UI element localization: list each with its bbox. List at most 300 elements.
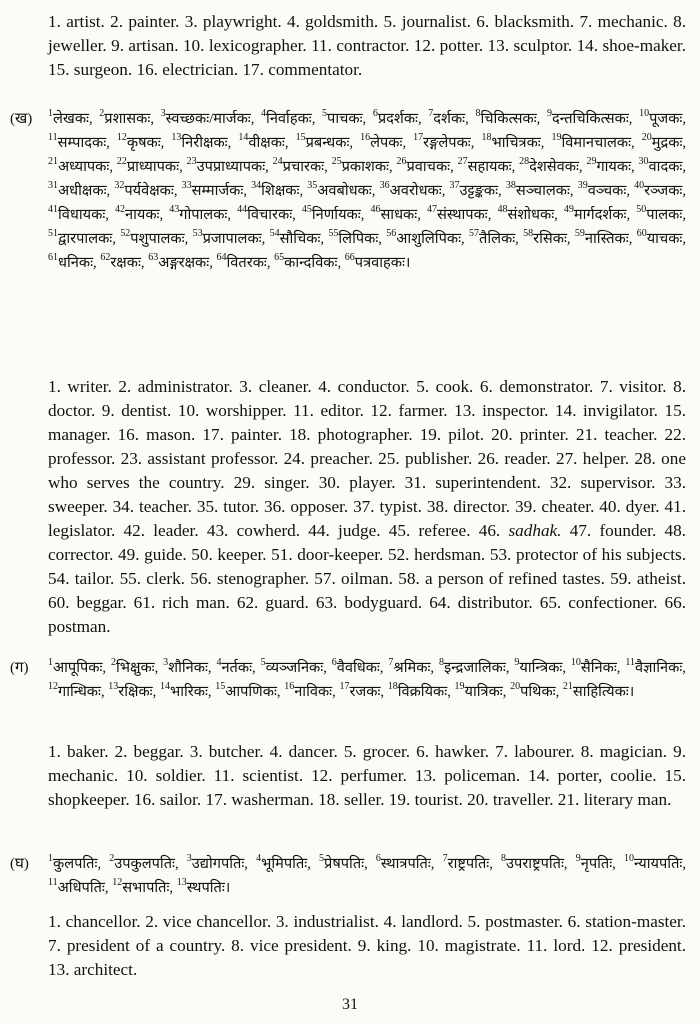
term-word: नृपतिः, (580, 856, 616, 872)
term-number: 34 (251, 180, 262, 192)
term-word: न्यायपतिः, (633, 856, 686, 872)
term-word: सम्मार्जकः, (191, 183, 247, 199)
term-number: 6 (372, 108, 378, 120)
sanskrit-term (251, 180, 304, 199)
term-number: 13 (176, 877, 187, 889)
term-number: 9 (575, 853, 581, 865)
term-number: 13 (108, 681, 119, 693)
term-number: 36 (379, 180, 390, 192)
term-number: 3 (160, 108, 166, 120)
term-number: 5 (260, 657, 266, 669)
sanskrit-term (110, 657, 159, 676)
term-word: विधायकः, (58, 207, 109, 223)
term-number: 13 (171, 132, 182, 144)
sanskrit-term (159, 681, 212, 700)
term-word: अङ्गरक्षकः, (158, 255, 213, 271)
term-number: 15 (295, 132, 306, 144)
term-number: 1 (48, 853, 53, 865)
term-word: प्रवाचकः, (406, 159, 454, 175)
sanskrit-term (186, 853, 248, 872)
term-word: वितरकः, (226, 255, 271, 271)
term-number: 2 (99, 108, 105, 120)
term-number: 29 (586, 156, 597, 168)
term-word: शौनिकः, (168, 660, 212, 676)
term-number: 62 (100, 252, 111, 264)
sanskrit-term (120, 228, 189, 247)
sanskrit-term (48, 156, 113, 175)
term-number: 8 (438, 657, 444, 669)
term-number: 1 (48, 108, 53, 120)
term-number: 10 (639, 108, 650, 120)
term-word: वैवधिकः, (336, 660, 384, 676)
sanskrit-term (48, 108, 93, 127)
term-number: 17 (413, 132, 424, 144)
term-word: तैलिकः, (479, 231, 519, 247)
term-number: 16 (284, 681, 295, 693)
sanskrit-term (570, 657, 621, 676)
term-number: 43 (169, 204, 180, 216)
term-word: विक्रयिकः, (397, 684, 451, 700)
term-word: मार्गदर्शकः, (573, 207, 631, 223)
sanskrit-term (563, 204, 631, 223)
term-number: 14 (159, 681, 170, 693)
term-word: उट्टङ्ककः, (459, 183, 502, 199)
term-number: 8 (501, 853, 507, 865)
paragraph-gha-english: 1. chancellor. 2. vice chancellor. 3. industrialist. 4. landlord. 5. postmaster. 6. station-master. 7. president of a country. 8. vice president. 9. king. 10. magistrate. 11. lord. 12. president. 13. architect. (48, 912, 686, 979)
sanskrit-term (261, 108, 316, 127)
term-number: 8 (475, 108, 481, 120)
sanskrit-term (48, 132, 110, 151)
sanskrit-term (100, 252, 145, 271)
sanskrit-term (634, 180, 687, 199)
sanskrit-term (272, 156, 328, 175)
sanskrit-term (48, 877, 109, 896)
term-word: निरीक्षकः, (181, 135, 232, 151)
sanskrit-term (641, 132, 687, 151)
term-number: 11 (48, 132, 58, 144)
sanskrit-term (428, 108, 469, 127)
term-word: चिकित्सकः, (480, 111, 541, 127)
term-number: 10 (623, 853, 634, 865)
sanskrit-term (339, 681, 385, 700)
term-number: 51 (48, 228, 58, 240)
term-word: मुद्रकः, (651, 135, 687, 151)
term-word: अवरोधकः, (389, 183, 446, 199)
term-word: पाचकः, (327, 111, 367, 127)
term-number: 3 (163, 657, 169, 669)
term-number: 42 (115, 204, 125, 216)
term-word: पथिकः, (520, 684, 560, 700)
term-word: याचकः, (646, 231, 687, 247)
sanskrit-term (370, 204, 421, 223)
term-number: 12 (116, 132, 127, 144)
term-word: श्रमिकः, (393, 660, 435, 676)
term-word: पत्रवाहकः। (354, 255, 411, 271)
term-word: वादकः, (648, 159, 686, 175)
term-word: देशसेवकः, (529, 159, 583, 175)
term-word: प्रकाशकः, (341, 159, 393, 175)
term-number: 56 (386, 228, 397, 240)
term-word: लेखकः, (53, 111, 93, 127)
term-number: 4 (256, 853, 262, 865)
term-word: आपणिकः, (225, 684, 281, 700)
sanskrit-term (274, 252, 342, 271)
term-number: 17 (339, 681, 350, 693)
sanskrit-term (454, 681, 507, 700)
term-word: लेपकः, (370, 135, 407, 151)
term-number: 24 (272, 156, 283, 168)
kha-english-italic: sadhak. (508, 521, 562, 540)
sanskrit-term (449, 180, 502, 199)
term-word: कान्दविकः, (284, 255, 342, 271)
term-number: 60 (636, 228, 647, 240)
term-number: 58 (523, 228, 534, 240)
sanskrit-term (514, 657, 567, 676)
sanskrit-term (636, 228, 687, 247)
term-number: 33 (181, 180, 192, 192)
section-label-gha: (घ) (10, 856, 29, 872)
term-number: 59 (574, 228, 585, 240)
page-number: 31 (342, 996, 358, 1013)
term-number: 9 (546, 108, 552, 120)
sanskrit-term (575, 853, 616, 872)
sanskrit-term (295, 132, 354, 151)
sanskrit-term (519, 156, 583, 175)
term-number: 44 (237, 204, 248, 216)
term-number: 49 (563, 204, 574, 216)
term-word: यात्रिकः, (464, 684, 507, 700)
paragraph-gha-sanskrit (48, 852, 686, 900)
sanskrit-term (386, 228, 465, 247)
sanskrit-term (457, 156, 516, 175)
term-word: नर्तकः, (221, 660, 256, 676)
term-number: 47 (426, 204, 437, 216)
term-word: इन्द्रजालिकः, (443, 660, 510, 676)
term-number: 45 (301, 204, 312, 216)
term-number: 2 (109, 853, 115, 865)
term-word: अधीक्षकः, (58, 183, 111, 199)
term-word: पर्यवेक्षकः, (124, 183, 178, 199)
term-number: 5 (322, 108, 328, 120)
term-word: साधकः, (380, 207, 421, 223)
term-word: व्यञ्जनिकः, (265, 660, 327, 676)
sanskrit-term (307, 180, 376, 199)
sanskrit-term (574, 228, 633, 247)
term-word: गायकः, (596, 159, 635, 175)
term-number: 19 (551, 132, 562, 144)
term-number: 48 (497, 204, 508, 216)
sanskrit-term (638, 156, 686, 175)
term-word: प्राध्यापकः, (126, 159, 183, 175)
term-number: 37 (449, 180, 460, 192)
sanskrit-term (192, 228, 266, 247)
term-word: कृषकः, (126, 135, 165, 151)
term-word: विचारकः, (247, 207, 296, 223)
section-label-kha: (ख) (10, 111, 33, 127)
term-word: संस्थापकः, (436, 207, 492, 223)
term-word: उपराष्ट्रपतिः, (506, 856, 568, 872)
term-number: 53 (192, 228, 203, 240)
term-word: भिक्षुकः, (115, 660, 159, 676)
term-word: प्रजापालकः, (202, 231, 266, 247)
term-word: सौचिकः, (279, 231, 325, 247)
sanskrit-term (116, 156, 183, 175)
sanskrit-term (115, 204, 164, 223)
term-number: 61 (48, 252, 58, 264)
term-number: 19 (454, 681, 465, 693)
sanskrit-term (215, 681, 281, 700)
term-word: विमानचालकः, (561, 135, 635, 151)
term-number: 57 (469, 228, 480, 240)
term-number: 41 (48, 204, 58, 216)
term-word: पशुपालकः, (130, 231, 189, 247)
term-word: साहित्यिकः। (572, 684, 635, 700)
term-number: 52 (120, 228, 131, 240)
term-word: रङ्गलेपकः, (423, 135, 475, 151)
kha-english-tail: 47. founder. 48. corrector. 49. guide. 50. keeper. 51. door-keeper. 52. herdsman. 53. protector of his subjects. 54. tailor. 55. clerk. 56. stenographer. 57. oilman. 58. a person of refined tastes. 59. atheist. 60. beggar. 61. rich man. 62. guard. 63. bodyguard. 64. distributor. 65. confectioner. 66. postman. (48, 521, 686, 636)
sanskrit-term (344, 252, 411, 271)
sanskrit-term (475, 108, 541, 127)
term-number: 7 (428, 108, 434, 120)
sanskrit-term (396, 156, 454, 175)
sanskrit-term (442, 853, 493, 872)
term-word: वैज्ञानिकः, (635, 660, 686, 676)
term-word: नायकः, (125, 207, 164, 223)
sanskrit-term (319, 853, 368, 872)
section-label-ga: (ग) (10, 660, 29, 676)
sanskrit-term (148, 252, 213, 271)
term-word: भाचित्रकः, (491, 135, 545, 151)
term-number: 15 (215, 681, 226, 693)
term-word: सम्पादकः, (57, 135, 110, 151)
term-number: 20 (641, 132, 652, 144)
sanskrit-term (260, 657, 327, 676)
term-number: 35 (307, 180, 318, 192)
sanskrit-term (562, 681, 635, 700)
term-number: 4 (261, 108, 267, 120)
term-word: दन्तचिकित्सकः, (551, 111, 633, 127)
term-word: रञ्जकः, (644, 183, 687, 199)
term-number: 65 (274, 252, 285, 264)
sanskrit-term (48, 853, 102, 872)
term-number: 21 (562, 681, 573, 693)
term-word: प्रेषपतिः, (324, 856, 368, 872)
sanskrit-term (497, 204, 558, 223)
term-number: 23 (186, 156, 197, 168)
term-number: 18 (387, 681, 398, 693)
term-word: अधिपतिः, (57, 880, 109, 896)
term-word: रक्षकः, (110, 255, 145, 271)
term-number: 14 (238, 132, 249, 144)
term-number: 7 (388, 657, 394, 669)
term-word: स्थपतिः। (186, 880, 231, 896)
sanskrit-term (114, 180, 178, 199)
sanskrit-term (181, 180, 247, 199)
term-word: नाविकः, (294, 684, 336, 700)
sanskrit-term (625, 657, 686, 676)
term-word: स्वच्छकः/मार्जकः, (165, 111, 255, 127)
term-number: 3 (186, 853, 192, 865)
term-word: प्रदर्शकः, (377, 111, 422, 127)
term-number: 6 (375, 853, 381, 865)
sanskrit-term (426, 204, 492, 223)
kha-english-text: 1. writer. 2. administrator. 3. cleaner. 4. conductor. 5. cook. 6. demonstrator. 7. visitor. 8. doctor. 9. dentist. 10. worshipper. 11. editor. 12. farmer. 13. inspector. 14. invigilator. 15. manager. 16. mason. 17. painter. 18. photographer. 19. pilot. 20. printer. 21. teacher. 22. professor. 23. assistant professor. 24. preacher. 25. publisher. 26. reader. 27. helper. 28. one who serves the country. 29. singer. 30. player. 31. superintendent. 32. supervisor. 33. sweeper. 34. teacher. 35. tutor. 36. opposer. 37. typist. 38. director. 39. cheater. 40. dyer. 41. legislator. 42. leader. 43. cowherd. 44. judge. 45. referee. 46. (48, 377, 686, 540)
term-number: 18 (481, 132, 492, 144)
term-word: द्वारपालकः, (58, 231, 116, 247)
term-word: पूजकः, (649, 111, 687, 127)
sanskrit-term (237, 204, 296, 223)
term-word: दर्शकः, (433, 111, 469, 127)
term-number: 11 (625, 657, 635, 669)
sanskrit-term (238, 132, 289, 151)
term-word: लिपिकः, (338, 231, 382, 247)
term-number: 1 (48, 657, 53, 669)
term-number: 38 (505, 180, 516, 192)
term-number: 4 (216, 657, 222, 669)
paragraph-ga-sanskrit (48, 656, 686, 704)
term-number: 28 (519, 156, 530, 168)
sanskrit-term (186, 156, 269, 175)
sanskrit-term (169, 204, 231, 223)
sanskrit-term (328, 228, 382, 247)
term-word: उपकुलपतिः, (114, 856, 179, 872)
sanskrit-term (301, 204, 365, 223)
term-word: सहायकः, (467, 159, 516, 175)
term-word: संशोधकः, (507, 207, 558, 223)
term-word: सैनिकः, (580, 660, 621, 676)
sanskrit-term (112, 877, 174, 896)
term-word: राष्ट्रपतिः, (447, 856, 493, 872)
sanskrit-term (623, 853, 686, 872)
sanskrit-term (501, 853, 568, 872)
sanskrit-term (216, 657, 256, 676)
term-number: 10 (570, 657, 581, 669)
sanskrit-term (636, 204, 686, 223)
term-word: उद्योगपतिः, (191, 856, 248, 872)
sanskrit-term (546, 108, 633, 127)
term-word: अध्यापकः, (58, 159, 113, 175)
paragraph-kha-sanskrit (48, 107, 686, 275)
term-word: कुलपतिः, (53, 856, 102, 872)
term-word: भारिकः, (169, 684, 212, 700)
term-word: वीक्षकः, (248, 135, 289, 151)
sanskrit-term (375, 853, 435, 872)
term-word: यान्त्रिकः, (519, 660, 567, 676)
term-word: रजकः, (349, 684, 385, 700)
sanskrit-term (469, 228, 519, 247)
sanskrit-term (160, 108, 255, 127)
term-number: 9 (514, 657, 520, 669)
term-number: 7 (442, 853, 448, 865)
paragraph-kha-english (48, 375, 686, 639)
sanskrit-term (48, 204, 109, 223)
term-word: नास्तिकः, (584, 231, 633, 247)
sanskrit-term (176, 877, 231, 896)
sanskrit-term (551, 132, 635, 151)
sanskrit-term (216, 252, 271, 271)
term-number: 50 (636, 204, 647, 216)
term-number: 25 (331, 156, 342, 168)
term-word: निर्णायकः, (311, 207, 365, 223)
term-word: वञ्चकः, (587, 183, 630, 199)
term-number: 40 (634, 180, 645, 192)
term-number: 31 (48, 180, 58, 192)
sanskrit-term (48, 681, 105, 700)
term-number: 22 (116, 156, 127, 168)
term-number: 26 (396, 156, 407, 168)
term-number: 11 (48, 877, 58, 889)
sanskrit-term (48, 180, 111, 199)
sanskrit-term (639, 108, 687, 127)
term-number: 2 (110, 657, 116, 669)
term-word: प्रबन्धकः, (305, 135, 354, 151)
term-word: निर्वाहकः, (266, 111, 316, 127)
sanskrit-term (387, 681, 451, 700)
term-number: 46 (370, 204, 381, 216)
term-number: 54 (269, 228, 280, 240)
term-word: सञ्चालकः, (515, 183, 574, 199)
sanskrit-term (256, 853, 311, 872)
term-word: भूमिपतिः, (261, 856, 311, 872)
sanskrit-term (510, 681, 560, 700)
term-word: रसिकः, (533, 231, 571, 247)
sanskrit-term (108, 681, 157, 700)
sanskrit-term (586, 156, 635, 175)
term-word: प्रचारकः, (282, 159, 328, 175)
sanskrit-term (438, 657, 510, 676)
term-word: उपप्राध्यापकः, (196, 159, 269, 175)
sanskrit-term (360, 132, 407, 151)
term-word: अवबोधकः, (317, 183, 376, 199)
term-word: गोपालकः, (179, 207, 231, 223)
sanskrit-term (99, 108, 154, 127)
term-number: 12 (48, 681, 58, 693)
term-number: 12 (112, 877, 123, 889)
sanskrit-term (577, 180, 630, 199)
term-number: 63 (148, 252, 159, 264)
term-word: शिक्षकः, (261, 183, 304, 199)
sanskrit-term (331, 657, 384, 676)
term-word: प्रशासकः, (104, 111, 154, 127)
term-word: धनिकः, (58, 255, 97, 271)
term-word: सभापतिः, (122, 880, 174, 896)
term-number: 55 (328, 228, 339, 240)
term-number: 21 (48, 156, 58, 168)
sanskrit-term (48, 657, 107, 676)
term-number: 39 (577, 180, 588, 192)
term-word: रक्षिकः, (118, 684, 157, 700)
term-number: 16 (360, 132, 371, 144)
sanskrit-term (331, 156, 393, 175)
term-number: 64 (216, 252, 227, 264)
sanskrit-term (523, 228, 571, 247)
term-number: 6 (331, 657, 337, 669)
sanskrit-term (163, 657, 212, 676)
sanskrit-term (322, 108, 367, 127)
sanskrit-term (413, 132, 475, 151)
sanskrit-term (171, 132, 232, 151)
sanskrit-term (284, 681, 336, 700)
term-number: 32 (114, 180, 125, 192)
sanskrit-term (379, 180, 446, 199)
term-word: आपूपिकः, (53, 660, 107, 676)
sanskrit-term (269, 228, 325, 247)
term-number: 27 (457, 156, 468, 168)
term-number: 66 (344, 252, 355, 264)
sanskrit-term (48, 252, 97, 271)
term-number: 20 (510, 681, 521, 693)
term-number: 30 (638, 156, 649, 168)
